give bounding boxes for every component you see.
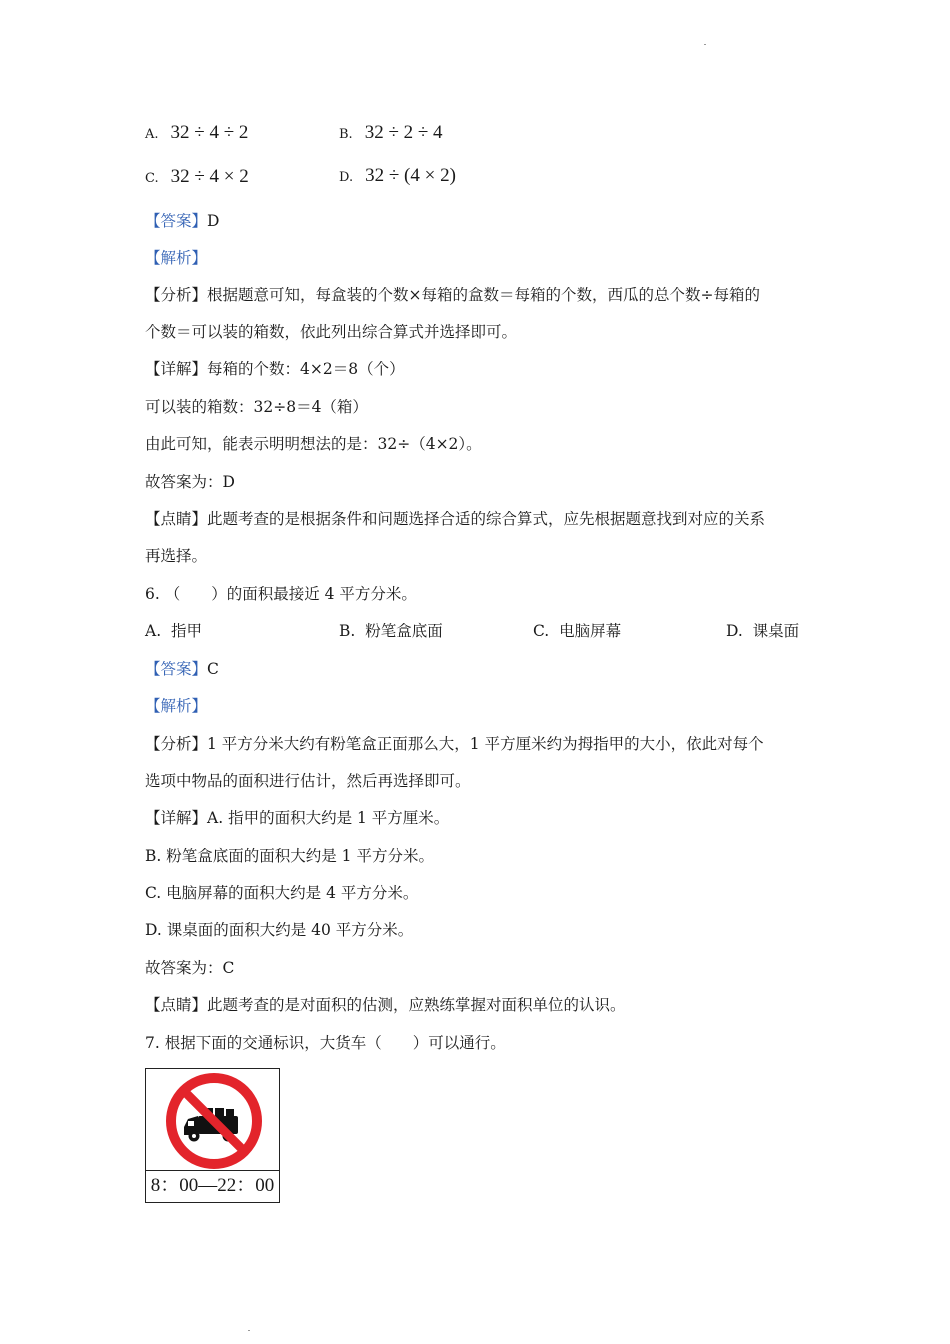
q6-option-b: B. 粉笔盒底面 [339, 622, 443, 640]
q5-answer: 【答案】D [145, 212, 220, 230]
q6-xiangjie-line-b: B. 粉笔盒底面的面积大约是 1 平方分米。 [145, 847, 434, 865]
q6-option-c: C. 电脑屏幕 [533, 622, 622, 640]
q6-xiangjie-line-1: 【详解】A. 指甲的面积大约是 1 平方厘米。 [145, 809, 450, 827]
sign-time-range: 8：00—22：00 [146, 1170, 279, 1202]
q5-final-answer: 故答案为：D [145, 473, 235, 491]
q6-final-answer: 故答案为：C [145, 959, 235, 977]
q5-option-d: D. 32 ÷ (4 × 2) [339, 165, 456, 186]
q5-analysis-heading: 【解析】 [145, 249, 208, 267]
q5-xiangjie-line-1: 【详解】每箱的个数：4×2＝8（个） [145, 360, 405, 378]
q6-xiangjie-line-d: D. 课桌面的面积大约是 40 平方分米。 [145, 921, 414, 939]
q5-xiangjie-line-3: 由此可知，能表示明明想法的是：32÷（4×2）。 [145, 435, 482, 453]
q5-dianjing-line-2: 再选择。 [145, 547, 208, 565]
q7-question: 7. 根据下面的交通标识，大货车（ ）可以通行。 [145, 1034, 506, 1052]
q6-option-a: A. 指甲 [145, 622, 202, 640]
q6-answer: 【答案】C [145, 660, 219, 678]
q5-dianjing-line-1: 【点睛】此题考查的是根据条件和问题选择合适的综合算式，应先根据题意找到对应的关系 [145, 510, 766, 528]
traffic-sign [145, 1068, 280, 1203]
q5-option-a: A. 32 ÷ 4 ÷ 2 [145, 122, 249, 143]
q6-question: 6. （ ）的面积最接近 4 平方分米。 [145, 585, 417, 603]
q5-fenxi-line-1: 【分析】根据题意可知，每盒装的个数×每箱的盒数＝每箱的个数，西瓜的总个数÷每箱的 [145, 286, 760, 304]
page-mark [248, 1330, 250, 1331]
q5-option-c: C. 32 ÷ 4 × 2 [145, 166, 249, 187]
q5-fenxi-line-2: 个数＝可以装的箱数，依此列出综合算式并选择即可。 [145, 323, 518, 341]
q6-fenxi-line-2: 选项中物品的面积进行估计，然后再选择即可。 [145, 772, 471, 790]
q5-option-b: B. 32 ÷ 2 ÷ 4 [339, 122, 443, 143]
q6-option-d: D. 课桌面 [726, 622, 800, 640]
q6-analysis-heading: 【解析】 [145, 697, 208, 715]
q6-xiangjie-line-c: C. 电脑屏幕的面积大约是 4 平方分米。 [145, 884, 419, 902]
q5-xiangjie-line-2: 可以装的箱数：32÷8＝4（箱） [145, 398, 368, 416]
q6-dianjing-line-1: 【点睛】此题考查的是对面积的估测，应熟练掌握对面积单位的认识。 [145, 996, 626, 1014]
page-mark [704, 44, 706, 45]
no-trucks-icon [146, 1069, 281, 1173]
q6-fenxi-line-1: 【分析】1 平方分米大约有粉笔盒正面那么大，1 平方厘米约为拇指甲的大小，依此对每个 [145, 735, 764, 753]
